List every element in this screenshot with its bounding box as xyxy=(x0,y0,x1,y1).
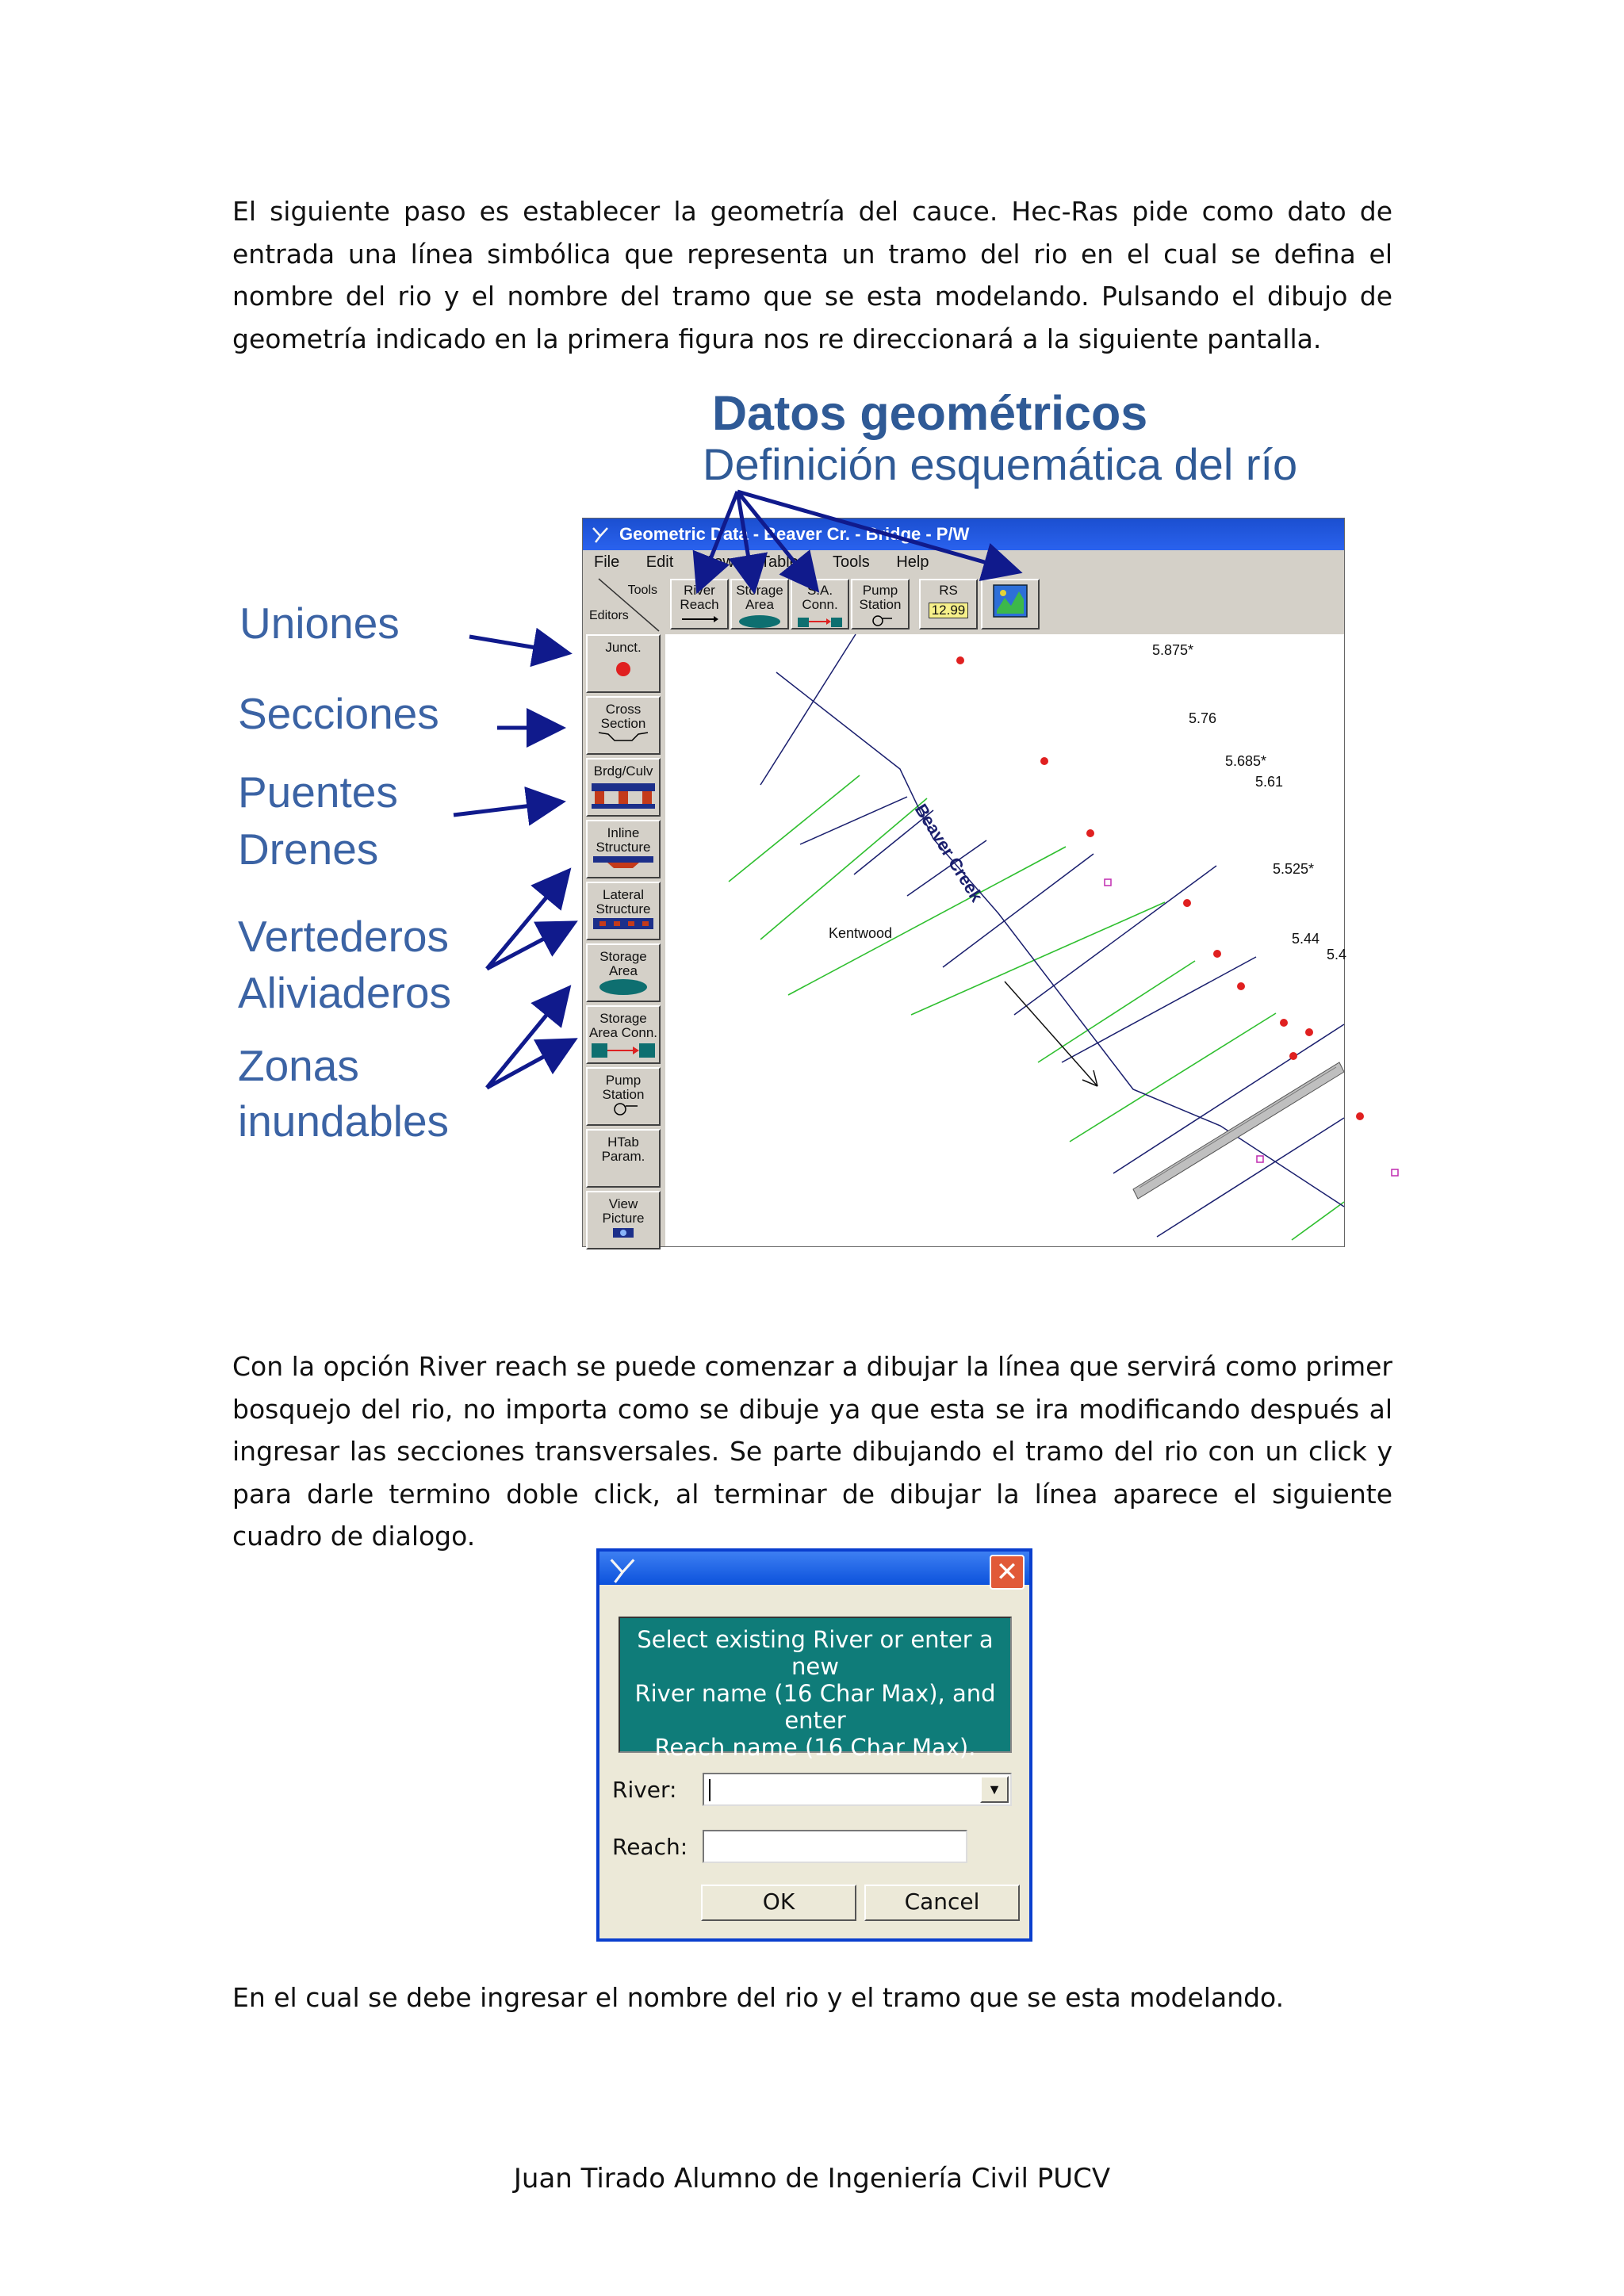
paragraph-closing: En el cual se debe ingresar el nombre del rio y el tramo que se esta modelando. xyxy=(232,1982,1285,2013)
station-label-561: 5.61 xyxy=(1255,774,1284,790)
arrow-title-river-reach xyxy=(699,492,737,587)
station-label-5875: 5.875* xyxy=(1152,642,1194,658)
storage-side-label-2: Area xyxy=(609,963,638,978)
hec-ras-icon xyxy=(607,1555,638,1585)
menu-view[interactable]: View xyxy=(699,553,734,571)
paragraph-river-reach: Con la opción River reach se puede comenzar a dibujar la línea que servirá como primer bosquejo del rio, no importa como se dibuje ya que esta se ira modificando después al ingresar las secciones transversales. Se parte dibujando el tramo del rio con un click y para darle termino doble click, al terminar de dibujar la línea aparece el siguiente cuadro de dialogo. xyxy=(232,1351,1392,1552)
rs-value: 12.99 xyxy=(929,603,969,618)
label-vertederos: Vertederos xyxy=(238,912,450,961)
storage-side-label-1: Storage xyxy=(599,949,647,964)
marker-square xyxy=(1392,1169,1398,1176)
dropdown-arrow-icon[interactable]: ▼ xyxy=(980,1776,1009,1803)
lateral-label-1: Lateral xyxy=(603,887,644,902)
inline-label-2: Structure xyxy=(596,840,651,855)
sa-conn-side-label-2: Area Conn. xyxy=(589,1025,657,1040)
pump-label-2: Station xyxy=(859,597,902,612)
arrow-vertederos-2 xyxy=(487,924,571,969)
arrow-vertederos-1 xyxy=(487,874,566,969)
label-puentes: Puentes xyxy=(238,767,398,817)
tools-header-label: Tools xyxy=(627,584,657,597)
paragraph-intro: El siguiente paso es establecer la geometría del cauce. Hec-Ras pide como dato de entrada una línea simbólica que representa un tramo del rio en el cual se defina el nombre del rio y el nombre del tramo que se esta modelando. Pulsando el dibujo de geometría indicado en la primera figura nos re direccionará a la siguiente pantalla. xyxy=(232,196,1392,354)
river-reach-dialog xyxy=(596,1548,1032,1942)
sa-conn-side-label-1: Storage xyxy=(599,1011,647,1026)
cross-section-label-2: Section xyxy=(600,716,646,731)
menu-tables[interactable]: Tables xyxy=(760,553,806,571)
river-reach-label-2: Reach xyxy=(680,597,719,612)
figure-subtitle: Definición esquemática del río xyxy=(703,439,1298,489)
station-label-5525: 5.525* xyxy=(1273,861,1315,877)
cross-section-label-1: Cross xyxy=(605,702,642,717)
river-label: River: xyxy=(612,1777,677,1803)
menu-help[interactable]: Help xyxy=(896,553,929,571)
label-drenes: Drenes xyxy=(238,825,379,874)
pump-side-label-1: Pump xyxy=(605,1073,642,1088)
label-zonas: Zonas xyxy=(238,1041,359,1090)
menu-tools[interactable]: Tools xyxy=(833,553,870,571)
label-aliviaderos: Aliviaderos xyxy=(238,968,452,1017)
pump-label-1: Pump xyxy=(862,583,898,598)
inline-label-1: Inline xyxy=(607,825,640,840)
menu-edit[interactable]: Edit xyxy=(645,553,674,571)
htab-label-1: HTab xyxy=(607,1135,639,1150)
sa-conn-label-1: S.A. xyxy=(806,583,833,598)
annotation-arrows xyxy=(230,381,1356,1253)
editors-header-label: Editors xyxy=(589,609,629,622)
view-picture-label-1: View xyxy=(608,1196,638,1211)
htab-label-2: Param. xyxy=(601,1149,645,1164)
tributary-label: Kentwood xyxy=(829,925,893,941)
node-marker xyxy=(1356,1112,1364,1120)
station-label-54: 5.4 xyxy=(1327,947,1347,962)
river-combobox[interactable] xyxy=(703,1773,1012,1806)
dialog-message-line: Reach name (16 Char Max). xyxy=(654,1734,976,1761)
text-cursor xyxy=(709,1779,710,1801)
figure-title: Datos geométricos xyxy=(712,386,1148,440)
dialog-message-line: River name (16 Char Max), and enter xyxy=(634,1680,996,1734)
arrow-puentes xyxy=(454,802,558,815)
river-reach-label-1: River xyxy=(684,583,715,598)
bridge-label: Brdg/Culv xyxy=(593,763,653,779)
page-footer: Juan Tirado Alumno de Ingeniería Civil PUCV xyxy=(513,2163,1111,2195)
station-label-5685: 5.685* xyxy=(1225,753,1267,769)
label-secciones: Secciones xyxy=(238,689,439,738)
lateral-label-2: Structure xyxy=(596,901,651,916)
cancel-button[interactable]: Cancel xyxy=(864,1885,1020,1921)
label-uniones: Uniones xyxy=(239,599,400,648)
ok-button[interactable]: OK xyxy=(701,1885,856,1921)
dialog-message xyxy=(619,1617,1012,1761)
station-label-576: 5.76 xyxy=(1189,710,1217,726)
menu-file[interactable]: File xyxy=(594,553,620,571)
arrow-uniones xyxy=(469,637,565,652)
station-label-544: 5.44 xyxy=(1292,931,1320,947)
reach-label: Reach: xyxy=(612,1834,688,1860)
storage-area-label-1: Storage xyxy=(736,583,783,598)
label-inundables: inundables xyxy=(238,1096,450,1146)
arrow-zonas-2 xyxy=(487,1042,571,1088)
rs-label: RS xyxy=(939,583,958,598)
arrow-zonas-1 xyxy=(487,991,566,1088)
pump-side-label-2: Station xyxy=(602,1087,645,1102)
geometric-data-figure xyxy=(230,381,1356,1253)
dialog-titlebar xyxy=(599,1552,1029,1588)
storage-area-label-2: Area xyxy=(745,597,774,612)
reach-input[interactable] xyxy=(703,1830,967,1863)
sa-conn-label-2: Conn. xyxy=(802,597,838,612)
close-button[interactable]: ✕ xyxy=(990,1555,1025,1590)
view-picture-label-2: Picture xyxy=(602,1211,645,1226)
junction-label: Junct. xyxy=(605,640,642,655)
river-name-label: Beaver Creek xyxy=(910,800,987,905)
window-title: Geometric Data - Beaver Cr. - Bridge - P/W xyxy=(619,524,970,544)
dialog-message-line: Select existing River or enter a new xyxy=(637,1626,994,1680)
arrow-title-picture xyxy=(737,492,1015,571)
